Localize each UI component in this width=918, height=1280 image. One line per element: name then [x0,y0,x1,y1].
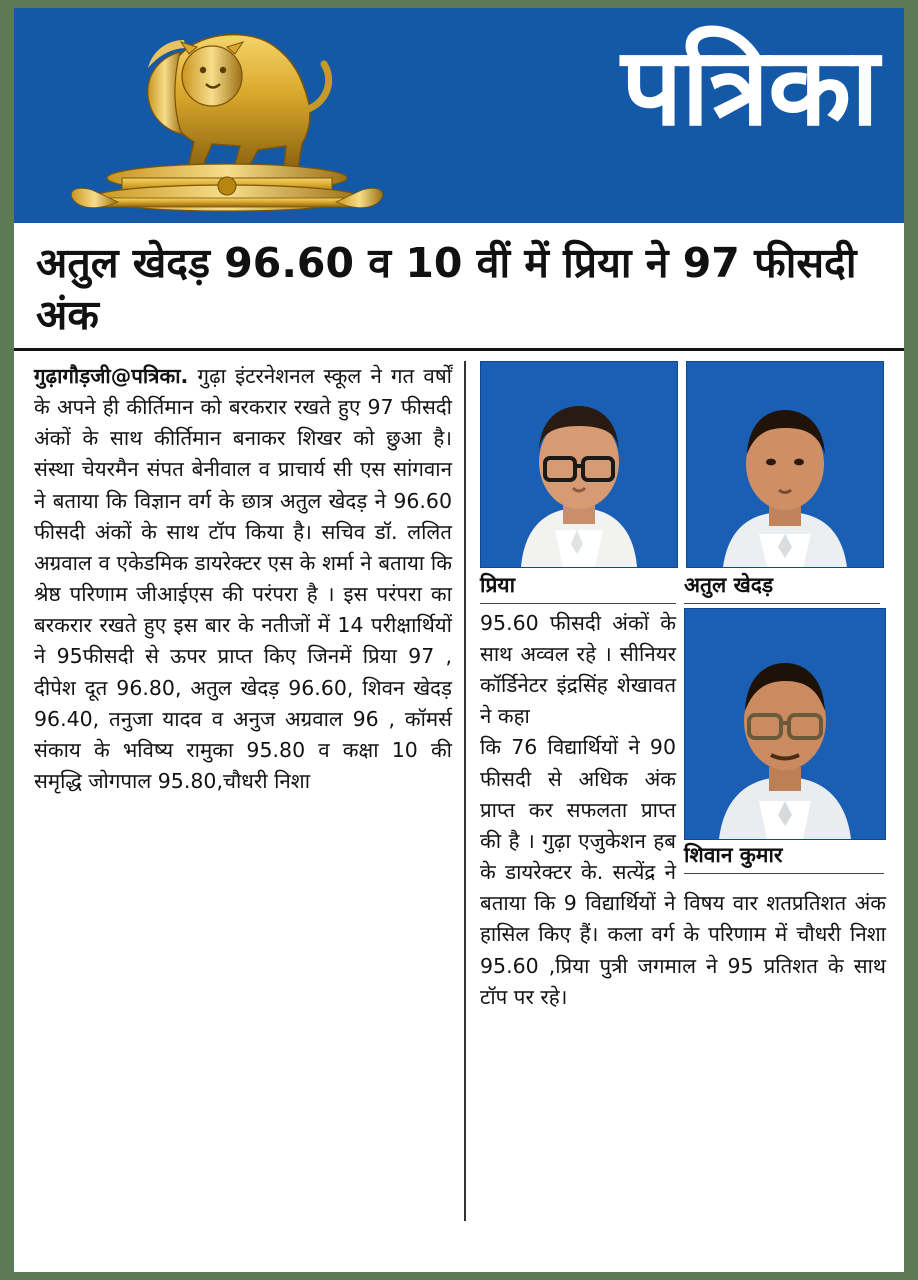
article-column-2 [466,361,886,1221]
caption-shivan-kumar: शिवान कुमार [684,840,884,874]
photo-block-shivan [684,608,886,878]
photo-priya [480,361,678,568]
page-title: अतुल खेदड़ 96.60 व 10 वीं में प्रिया ने 97 फीसदी अंक [36,239,857,340]
newspaper-clipping [14,8,904,1272]
article-column-2-text: कि 76 विद्यार्थियों ने 90 फीसदी से अधिक अंक प्राप्त कर सफलता प्राप्त की है । गुढ़ा एजुकेशन हब के डायरेक्टर के. सत्येंद्र ने बताया कि 9 विद्यार्थियों ने विषय वार शतप्रतिशत अंक हासिल किए हैं। कला वर्ग के परिणाम में चौधरी निशा 95.60 ,प्रिया पुत्री जगमाल ने 95 प्रतिशत के साथ टॉप पर रहे। [480,735,886,1009]
article-dateline: गुढ़ागौड़जी@पत्रिका. [34,363,189,388]
article-column-1-text: गुढ़ा इंटरनेशनल स्कूल ने गत वर्षों के अपने ही कीर्तिमान को बरकरार रखते हुए 97 फीसदी अंकों के साथ कीर्तिमान बनाकर शिखर को छुआ है। संस्था चेयरमैन संपत बेनीवाल व प्राचार्य सी एस सांगवान ने बताया कि विज्ञान वर्ग के छात्र अतुल खेदड़ ने 96.60 फीसदी अंकों के साथ टॉप किया है। सचिव डॉ. ललित अग्रवाल व एकेडमिक डायरेक्टर एस के शर्मा ने बताया कि श्रेष्ठ परिणाम जीआईएस की परंपरा है । इस परंपरा का बरकरार रखते हुए इस बार के नतीजों में 14 परीक्षार्थियों ने 95फीसदी से ऊपर प्राप्त किए जिनमें प्रिया 97 , दीपेश दूत 96.80, अतुल खेदड़ 96.60, शिवन खेदड़ 96.40, तनुजा यादव व अनुज अग्रवाल 96 , कॉमर्स संकाय के भविष्य रामुका 95.80 व कक्षा 10 की समृद्धि जोगपाल 95.80,चौधरी निशा [34,363,452,793]
photo-shivan-kumar [684,608,886,840]
caption-priya: प्रिया [480,570,676,604]
masthead-title: पत्रिका [621,25,878,150]
headline-section [14,223,904,351]
lion-capital-emblem-icon [62,18,392,218]
photo-row-top [480,361,886,568]
photo-atul-khedar [686,361,884,568]
caption-atul-khedar: अतुल खेदड़ [684,570,880,604]
article-body [14,351,904,1221]
article-column-2-top-text: 95.60 फीसदी अंकों के साथ अव्वल रहे । सीनियर कॉर्डिनेटर इंद्रसिंह शेखावत ने कहा [480,610,676,729]
masthead [14,8,904,223]
photo-captions-top [480,570,886,608]
article-column-1 [34,361,466,1221]
